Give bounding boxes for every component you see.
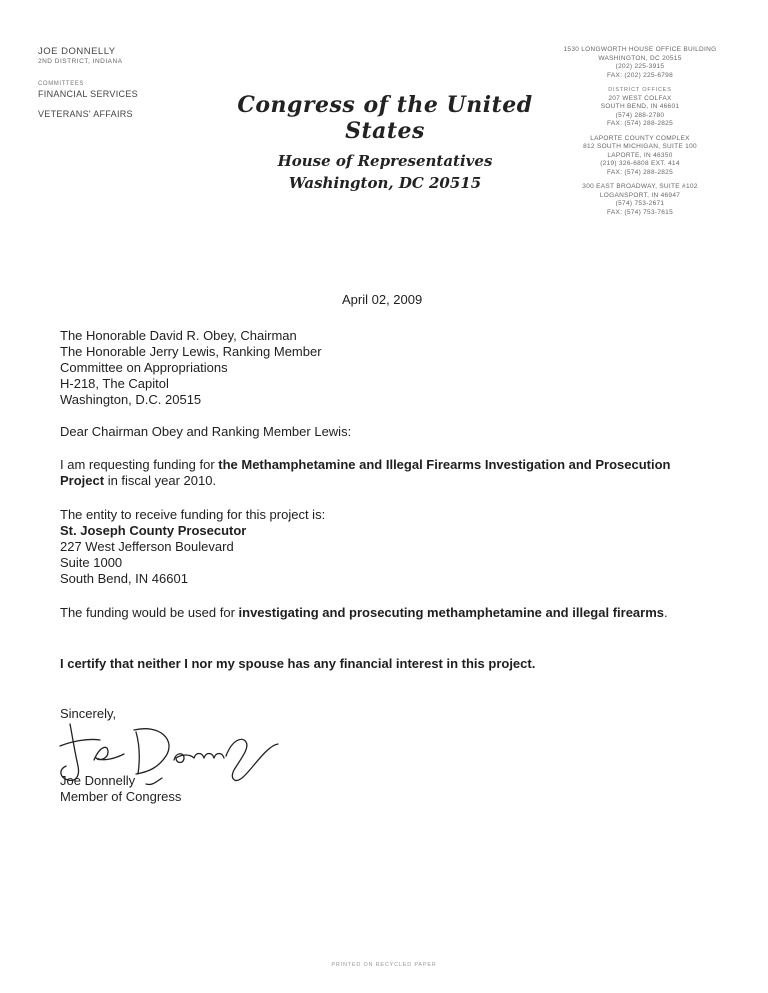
committee-financial-services: FINANCIAL SERVICES xyxy=(38,89,138,99)
signer-name: Joe Donnelly xyxy=(60,773,136,788)
entity-address-line: South Bend, IN 46601 xyxy=(60,571,188,586)
district-offices-label: DISTRICT OFFICES xyxy=(608,87,672,93)
letterhead-house: House of Representatives xyxy=(277,152,493,170)
office-line: 207 WEST COLFAX xyxy=(608,94,672,102)
office-laporte xyxy=(560,135,720,178)
entity-address-line: 227 West Jefferson Boulevard xyxy=(60,539,234,554)
letter-date: April 02, 2009 xyxy=(342,292,423,307)
office-line: FAX: (202) 225-6798 xyxy=(606,71,674,79)
certification: I certify that neither I nor my spouse has any financial interest in this project. xyxy=(60,656,536,671)
signer-title: Member of Congress xyxy=(60,789,182,804)
office-dc xyxy=(560,46,720,80)
address-line: The Honorable David R. Obey, Chairman xyxy=(60,328,297,343)
office-line: LAPORTE, IN 46350 xyxy=(607,151,673,159)
use-purpose: investigating and prosecuting methamphetamine and illegal firearms xyxy=(238,605,664,620)
address-line: H-218, The Capitol xyxy=(60,376,169,391)
address-line: The Honorable Jerry Lewis, Ranking Member xyxy=(60,344,322,359)
committee-veterans-affairs: VETERANS' AFFAIRS xyxy=(38,109,133,119)
representative-name: JOE DONNELLY xyxy=(38,46,116,57)
letterhead-city: Washington, DC 20515 xyxy=(288,174,482,192)
office-logansport xyxy=(560,183,720,217)
request-text-end: in fiscal year 2010. xyxy=(104,473,217,488)
office-line: (574) 753-2671 xyxy=(615,200,665,207)
letterhead-center xyxy=(200,92,570,192)
office-line: 1530 LONGWORTH HOUSE OFFICE BUILDING xyxy=(563,46,717,53)
project-name: the Methamphetamine and Illegal Firearms Investigation and Prosecution Project xyxy=(60,457,671,488)
office-line: 812 SOUTH MICHIGAN, SUITE 100 xyxy=(583,143,697,150)
entity-intro: The entity to receive funding for this project is: xyxy=(60,507,326,522)
office-south-bend xyxy=(560,86,720,129)
recipient-address xyxy=(60,328,322,408)
office-line: LOGANSPORT, IN 46947 xyxy=(599,191,681,199)
office-line: SOUTH BEND, IN 46601 xyxy=(600,103,680,110)
address-line: Washington, D.C. 20515 xyxy=(60,392,202,407)
use-text: The funding would be used for xyxy=(60,605,239,620)
closing: Sincerely, xyxy=(60,706,117,721)
use-text-end: . xyxy=(664,605,668,620)
office-line: FAX: (574) 288-2825 xyxy=(606,168,674,176)
office-line: (574) 288-2780 xyxy=(615,111,665,119)
office-line: LAPORTE COUNTY COMPLEX xyxy=(590,134,690,142)
office-line: WASHINGTON, DC 20515 xyxy=(598,54,682,62)
letterhead-title: Congress of the United States xyxy=(237,92,533,144)
office-line: (219) 326-6808 EXT. 414 xyxy=(600,160,680,167)
request-text: I am requesting funding for xyxy=(60,457,219,472)
district: 2ND DISTRICT, INDIANA xyxy=(38,58,123,65)
request-paragraph xyxy=(60,457,700,489)
office-line: 300 EAST BROADWAY, SUITE #102 xyxy=(582,183,698,190)
letterhead-offices xyxy=(560,46,720,223)
office-line: (202) 225-3915 xyxy=(615,63,665,70)
entity-block xyxy=(60,507,325,587)
entity-name: St. Joseph County Prosecutor xyxy=(60,523,247,538)
letterhead-left xyxy=(38,46,138,119)
recycled-paper-note: PRINTED ON RECYCLED PAPER xyxy=(331,962,437,968)
signer-block xyxy=(60,773,181,805)
committees-label: COMMITTEES xyxy=(38,81,84,87)
office-line: FAX: (574) 753-7615 xyxy=(606,208,674,216)
greeting: Dear Chairman Obey and Ranking Member Lewis: xyxy=(60,424,352,439)
address-line: Committee on Appropriations xyxy=(60,360,228,375)
funding-use-paragraph xyxy=(60,605,700,621)
entity-address-line: Suite 1000 xyxy=(60,555,123,570)
office-line: FAX: (574) 288-2825 xyxy=(606,120,674,127)
